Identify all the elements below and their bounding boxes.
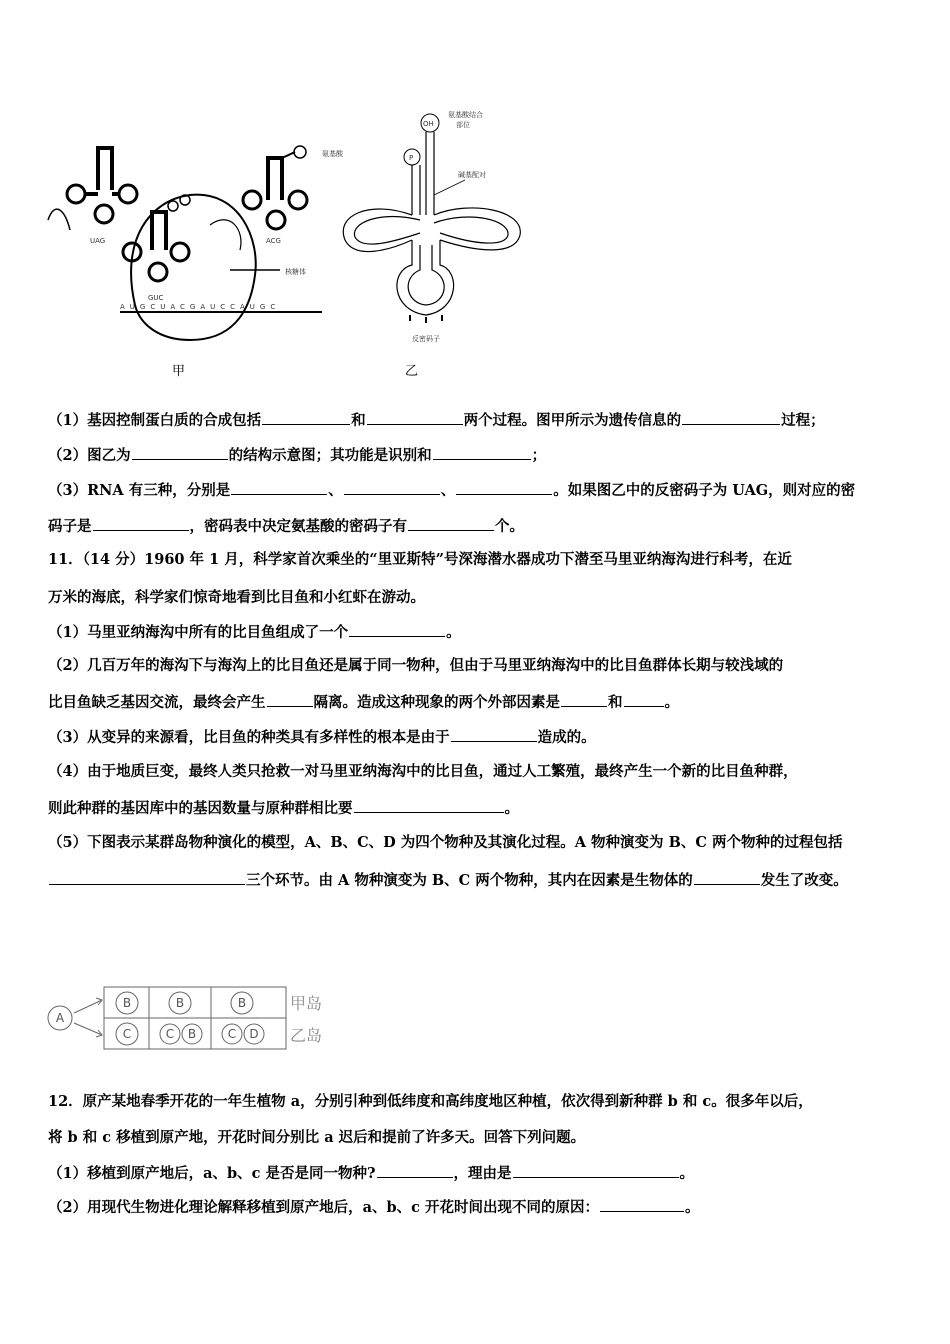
species-c-2: C	[165, 1027, 175, 1041]
blank[interactable]	[367, 410, 463, 425]
blank[interactable]	[267, 692, 313, 707]
label-island-jia: 甲岛	[290, 994, 323, 1013]
blank[interactable]	[344, 480, 440, 495]
q11-part-5-line-2: 三个环节。由 A 物种演变为 B、C 两个物种，其内在因素是生物体的 发生了改变。	[48, 870, 848, 891]
blank[interactable]	[93, 516, 189, 531]
q11-part-3: （3）从变异的来源看，比目鱼的种类具有多样性的根本是由于 造成的。	[48, 729, 596, 746]
q10-line-2: （2）图乙为 的结构示意图；其功能是识别和 ；	[48, 447, 547, 464]
trna-right	[243, 158, 307, 229]
blank[interactable]	[408, 516, 494, 531]
q11-part-2-line-1: （2）几百万年的海沟下与海沟上的比目鱼还是属于同一物种，但由于马里亚纳海沟中的比目鱼群体长期与较浅域的	[48, 657, 784, 674]
q12-intro-2: 将 b 和 c 移植到原产地，开花时间分别比 a 迟后和提前了许多天。回答下列问题。	[48, 1129, 586, 1146]
q10-line-1: （1）基因控制蛋白质的合成包括 和 两个过程。图甲所示为遗传信息的 过程；	[48, 412, 825, 429]
mrna-sequence: AUGCUACGAUCCAUGC	[120, 303, 281, 311]
species-b-2: B	[175, 996, 185, 1010]
trna-left	[67, 148, 137, 223]
label-anticodon: 反密码子	[412, 335, 440, 343]
q11-intro-2: 万米的海底，科学家们惊奇地看到比目鱼和小红虾在游动。	[48, 589, 425, 606]
species-c-3: C	[227, 1027, 237, 1041]
species-a: A	[55, 1011, 65, 1025]
label-binding-site-2: 部位	[456, 121, 470, 129]
q10-line-4: 码子是 ，密码表中决定氨基酸的密码子有 个。	[48, 518, 524, 535]
figure-island-evolution	[44, 985, 344, 1055]
codon-label-2: GUC	[148, 294, 164, 302]
label-oh: OH	[423, 120, 434, 128]
blank[interactable]	[694, 870, 760, 885]
q11-part-5-line-1: （5）下图表示某群岛物种演化的模型，A、B、C、D 为四个物种及其演化过程。A 物种演变为 B、C 两个物种的过程包括	[48, 834, 843, 851]
q11-part-2-line-2: 比目鱼缺乏基因交流，最终会产生 隔离。造成这种现象的两个外部因素是 和 。	[48, 694, 679, 711]
species-b-3: B	[237, 996, 247, 1010]
trna-middle	[123, 212, 189, 281]
blank[interactable]	[349, 622, 445, 637]
blank[interactable]	[600, 1197, 684, 1212]
codon-label-3: ACG	[266, 237, 281, 245]
q11-intro-1: 11．（14 分）1960 年 1 月，科学家首次乘坐的“里亚斯特”号深海潜水器成功下潜至马里亚纳海沟进行科考，在近	[48, 551, 792, 568]
q10-line-3: （3）RNA 有三种，分别是 、 、 。如果图乙中的反密码子为 UAG，则对应的密	[48, 482, 856, 499]
trna-cloverleaf	[343, 132, 520, 315]
species-b-4: B	[187, 1027, 197, 1041]
species-d: D	[249, 1027, 259, 1041]
figure-trna-structure	[330, 105, 540, 350]
blank[interactable]	[513, 1163, 679, 1178]
blank[interactable]	[132, 445, 228, 460]
q11-part-4-line-2: 则此种群的基因库中的基因数量与原种群相比要 。	[48, 800, 519, 817]
blank[interactable]	[231, 480, 327, 495]
codon-label-1: UAG	[90, 237, 106, 245]
blank[interactable]	[377, 1163, 453, 1178]
label-ribosome: 核糖体	[285, 268, 306, 276]
label-binding-site: 氨基酸结合	[448, 111, 483, 119]
label-island-yi: 乙岛	[290, 1026, 323, 1045]
q12-intro-1: 12．原产某地春季开花的一年生植物 a，分别引种到低纬度和高纬度地区种植，依次得到新种群 b 和 c。很多年以后，	[48, 1093, 813, 1110]
blank[interactable]	[49, 870, 245, 885]
caption-jia: 甲	[172, 364, 186, 379]
blank[interactable]	[624, 692, 664, 707]
blank[interactable]	[354, 798, 504, 813]
label-p: P	[409, 154, 414, 162]
blank[interactable]	[682, 410, 780, 425]
figure-translation	[40, 100, 343, 385]
blank[interactable]	[456, 480, 552, 495]
species-b-1: B	[122, 996, 132, 1010]
caption-yi: 乙	[405, 364, 419, 379]
blank[interactable]	[561, 692, 607, 707]
blank[interactable]	[451, 727, 537, 742]
q11-part-4-line-1: （4）由于地质巨变，最终人类只抢救一对马里亚纳海沟中的比目鱼，通过人工繁殖，最终产生一个新的比目鱼种群，	[48, 763, 798, 780]
blank[interactable]	[262, 410, 350, 425]
blank[interactable]	[433, 445, 531, 460]
q11-part-1: （1）马里亚纳海沟中所有的比目鱼组成了一个 。	[48, 624, 461, 641]
label-base-pairing: 碱基配对	[458, 171, 486, 179]
species-c-1: C	[122, 1027, 132, 1041]
q12-part-2: （2）用现代生物进化理论解释移植到原产地后，a、b、c 开花时间出现不同的原因： 。	[48, 1199, 700, 1216]
label-amino-acid: 氨基酸	[322, 150, 343, 158]
q12-part-1: （1）移植到原产地后，a、b、c 是否是同一物种? ，理由是 。	[48, 1165, 694, 1182]
